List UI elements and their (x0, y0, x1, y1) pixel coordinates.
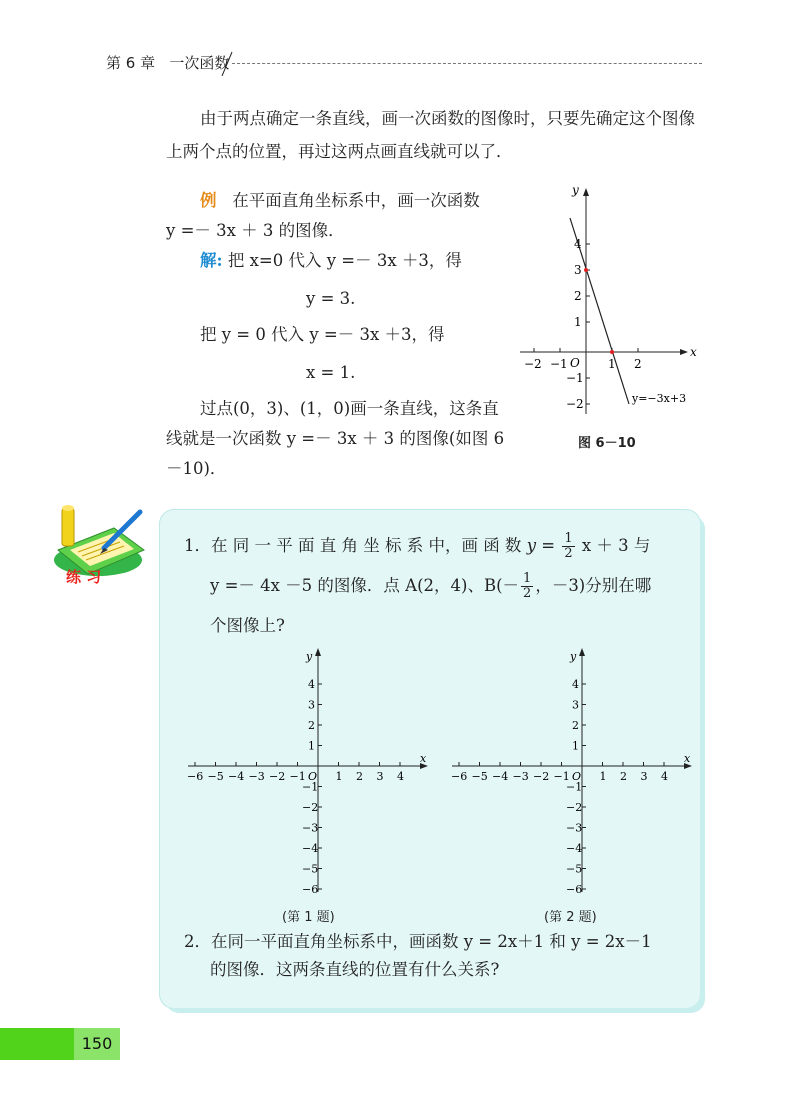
grid-x-tick-label: −2 (533, 770, 550, 783)
point-1-0 (610, 350, 614, 354)
fig-y-tick: −2 (566, 397, 584, 411)
grid-origin-label: O (572, 770, 582, 783)
grid-2 (446, 646, 696, 896)
fig-origin-label: O (570, 356, 580, 370)
fig-x-tick: 2 (634, 357, 642, 371)
grid-x-tick-label: −2 (269, 770, 286, 783)
grid-x-tick-label: 4 (397, 770, 404, 783)
fig-y-tick: −1 (566, 371, 584, 385)
grid-x-tick-label: −3 (512, 770, 529, 783)
grid-x-tick-label: −1 (553, 770, 570, 783)
y-axis-arrow-icon (583, 188, 589, 196)
fig-axis-y-label: y (572, 183, 579, 197)
q1-point-frac-den: 2 (523, 586, 532, 601)
fig-line-label: y=−3x+3 (632, 392, 687, 405)
q1-point-frac-num: 1 (523, 571, 532, 586)
fig-x-tick: −1 (550, 357, 568, 371)
example-line2: y =－ 3x ＋ 3 的图像． (166, 221, 345, 240)
q1-point-b2: ，－3) (535, 576, 586, 595)
grid-y-label: y (306, 650, 313, 663)
grid-y-tick-label: −6 (566, 883, 583, 896)
grid-y-tick-label: 3 (308, 698, 315, 712)
q1-func: y = (526, 536, 556, 555)
q2-text-b: 的图像．这两条直线的位置有什么关系? (210, 960, 500, 979)
grid-y-tick-label: −2 (302, 801, 319, 814)
grid-y-tick-label: −2 (566, 801, 583, 814)
grid-x-tick-label: −3 (248, 770, 265, 783)
grid-y-tick-label: −3 (566, 821, 583, 835)
fig-x-tick: −2 (524, 357, 542, 371)
grid-x-label: x (684, 752, 691, 765)
grid-y-tick-label: −5 (302, 862, 319, 876)
grid-y-tick-label: −1 (566, 780, 583, 794)
grid-y-tick-label: 4 (572, 678, 579, 691)
grid-x-tick-label: 3 (376, 770, 384, 783)
solution-step1: 把 x=0 代入 y =－ 3x ＋3，得 (227, 251, 462, 270)
grid-x-tick-label: 3 (640, 770, 648, 783)
grid-y-tick-label: −6 (302, 883, 319, 896)
equation-2: x = 1. (306, 363, 356, 382)
example-label: 例 (200, 191, 217, 210)
grid-y-tick-label: 2 (308, 719, 315, 732)
grid-x-tick-label: 1 (335, 770, 343, 783)
question-2 (184, 928, 684, 984)
chapter-header (106, 52, 229, 73)
figure-6-10 (512, 182, 712, 422)
grid-1-caption: (第 1 题) (282, 910, 335, 925)
page-number: 150 (74, 1028, 120, 1060)
grid-x-tick-label: −6 (451, 770, 468, 783)
fig-x-tick: 1 (608, 357, 616, 371)
grid-y-tick-label: 3 (572, 698, 579, 712)
fig-y-tick: 4 (574, 237, 582, 251)
fig-y-tick: 1 (574, 315, 582, 329)
q1-point-b: (－ (496, 576, 520, 595)
chapter-number: 第 6 章 (106, 54, 156, 72)
grid-y-tick-label: −1 (302, 780, 319, 794)
q1-text-e: 个图像上? (210, 616, 285, 635)
grid-2-caption: (第 2 题) (544, 910, 597, 925)
intro-paragraph: 由于两点确定一条直线，画一次函数的图像时，只要先确定这个图像上两个点的位置，再过这两点画直线就可以了． (166, 109, 695, 161)
figure-caption: 图 6－10 (578, 436, 636, 451)
grid-y-label: y (570, 650, 577, 663)
grid-x-tick-label: −6 (187, 770, 204, 783)
grid-x-tick-label: −5 (207, 770, 224, 783)
grid-x-tick-label: 1 (599, 770, 607, 783)
grid-x-tick-label: −1 (289, 770, 306, 783)
q1-text-c: y =－ 4x －5 的图像．点 A(2，4)、B (210, 576, 497, 595)
grid-y-tick-label: 1 (308, 739, 315, 753)
grid-x-tick-label: 2 (620, 770, 627, 783)
question-1 (184, 526, 684, 646)
q1-text-d: 分别在哪 (585, 576, 652, 595)
grid-y-tick-label: 2 (572, 719, 579, 732)
fig-axis-x-label: x (690, 345, 697, 359)
x-axis-arrow-icon (680, 349, 688, 355)
grid-y-tick-label: −4 (302, 842, 319, 855)
q1-frac-num: 1 (564, 531, 573, 546)
practice-badge-label: 练 习 (66, 568, 102, 586)
q1-fraction (562, 532, 574, 561)
q1-text-b: x ＋ 3 与 (581, 536, 651, 555)
grid-y-tick-label: −4 (566, 842, 583, 855)
header-divider (232, 63, 702, 64)
example-conclusion: 过点(0，3)、(1，0)画一条直线，这条直线就是一次函数 y =－ 3x ＋ 3 的图像(如图 6－10)． (166, 399, 505, 478)
grid-y-arrow-icon (579, 648, 585, 656)
q1-frac-den: 2 (564, 546, 573, 561)
q2-text-a: 2．在同一平面直角坐标系中，画函数 y = 2x＋1 和 y = 2x－1 (184, 932, 652, 951)
grid-origin-label: O (308, 770, 318, 783)
fig-y-tick: 2 (574, 289, 582, 303)
chapter-title: 一次函数 (169, 54, 230, 72)
grid-x-tick-label: −4 (492, 770, 509, 783)
example-block (166, 186, 511, 484)
grid-x-tick-label: −5 (471, 770, 488, 783)
solution-step2: 把 y = 0 代入 y =－ 3x ＋3，得 (200, 325, 445, 344)
grid-1 (182, 646, 432, 896)
grid-y-tick-label: −3 (302, 821, 319, 835)
grid-x-tick-label: −4 (228, 770, 245, 783)
grid-x-tick-label: 2 (356, 770, 363, 783)
grid-y-tick-label: 4 (308, 678, 315, 691)
example-line1: 在平面直角坐标系中，画一次函数 (232, 191, 480, 210)
grid-y-tick-label: −5 (566, 862, 583, 876)
grid-y-arrow-icon (315, 648, 321, 656)
grid-x-tick-label: 4 (661, 770, 668, 783)
fig-y-tick: 3 (574, 263, 582, 277)
point-0-3 (584, 268, 588, 272)
equation-1: y = 3. (306, 289, 356, 308)
q1-text-a: 1．在 同 一 平 面 直 角 坐 标 系 中，画 函 数 (184, 536, 522, 555)
grid-y-tick-label: 1 (572, 739, 579, 753)
solution-label: 解: (200, 251, 223, 270)
q1-point-fraction (521, 572, 533, 601)
grid-x-label: x (420, 752, 427, 765)
